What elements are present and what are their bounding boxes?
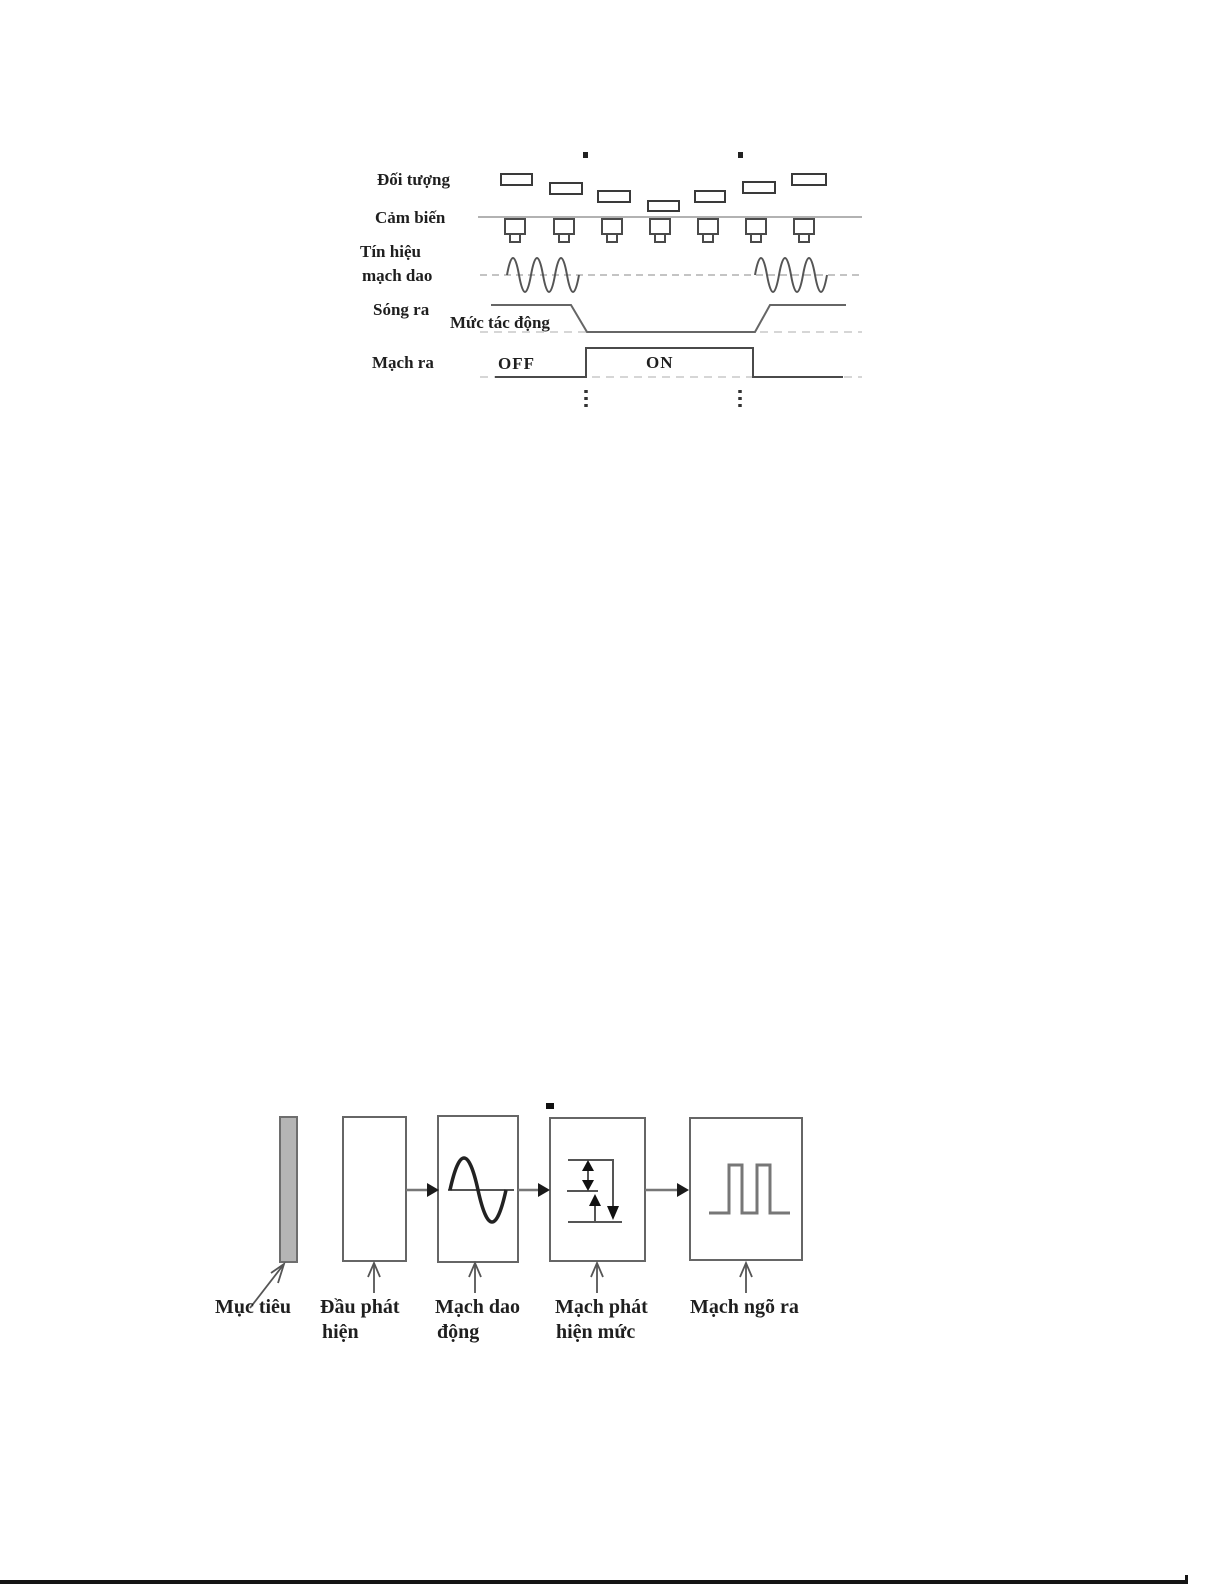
sensor-symbol xyxy=(794,219,814,242)
block-detection-head xyxy=(343,1117,406,1261)
row-label-osc-signal-line2: mạch dao xyxy=(362,266,433,285)
label-oscillator-line2: động xyxy=(437,1321,480,1343)
top-dash-left xyxy=(583,152,588,158)
state-on-label: ON xyxy=(646,353,674,372)
sensor-symbol xyxy=(602,219,622,242)
row-label-output-circuit: Mạch ra xyxy=(372,353,434,372)
objects-row xyxy=(501,174,826,211)
block-pointer-arrow xyxy=(591,1263,603,1293)
connector-arrow-1 xyxy=(406,1183,439,1197)
target-bar xyxy=(280,1117,297,1262)
timing-diagram-figure xyxy=(340,140,880,420)
sensor-symbol xyxy=(554,219,574,242)
reference-mark-top xyxy=(583,152,743,158)
object-target xyxy=(792,174,826,185)
label-level-detector-line1: Mạch phát xyxy=(555,1296,648,1318)
label-oscillator-line1: Mạch dao xyxy=(435,1296,520,1318)
block-diagram-figure xyxy=(170,1080,870,1370)
arrowhead-icon xyxy=(677,1183,689,1197)
block-pointer-arrow xyxy=(368,1263,380,1293)
row-label-output-wave: Sóng ra xyxy=(373,300,430,319)
row-label-osc-signal-line1: Tín hiệu xyxy=(360,242,421,261)
page-bottom-rule-tick xyxy=(1185,1575,1188,1581)
object-target xyxy=(695,191,725,202)
sensor-row xyxy=(505,219,814,242)
object-target xyxy=(501,174,532,185)
object-target xyxy=(648,201,679,211)
row-label-objects: Đối tượng xyxy=(377,170,450,189)
label-detection-head-line2: hiện xyxy=(322,1321,359,1343)
top-dash-right xyxy=(738,152,743,158)
label-target: Mục tiêu xyxy=(214,1296,292,1318)
block-level-detector xyxy=(550,1118,645,1261)
reference-dash xyxy=(546,1103,554,1109)
connector-arrow-3 xyxy=(645,1183,689,1197)
sensor-symbol xyxy=(505,219,525,242)
label-detection-head-line1: Đầu phát xyxy=(320,1296,400,1318)
sensor-symbol xyxy=(650,219,670,242)
arrowhead-icon xyxy=(538,1183,550,1197)
object-target xyxy=(550,183,582,194)
object-target xyxy=(598,191,630,202)
sensor-symbol xyxy=(698,219,718,242)
state-off-label: OFF xyxy=(498,354,535,373)
block-pointer-arrow xyxy=(469,1263,481,1293)
threshold-label: Mức tác động xyxy=(450,313,550,332)
page-bottom-rule xyxy=(0,1580,1188,1584)
sensor-symbol xyxy=(746,219,766,242)
row-label-sensor: Cảm biến xyxy=(375,208,446,227)
connector-arrow-2 xyxy=(518,1183,550,1197)
label-output-circuit: Mạch ngõ ra xyxy=(690,1296,799,1318)
block-pointer-arrow xyxy=(740,1263,752,1293)
object-target xyxy=(743,182,775,193)
label-level-detector-line2: hiện mức xyxy=(556,1321,636,1343)
block-output-circuit xyxy=(690,1118,802,1260)
